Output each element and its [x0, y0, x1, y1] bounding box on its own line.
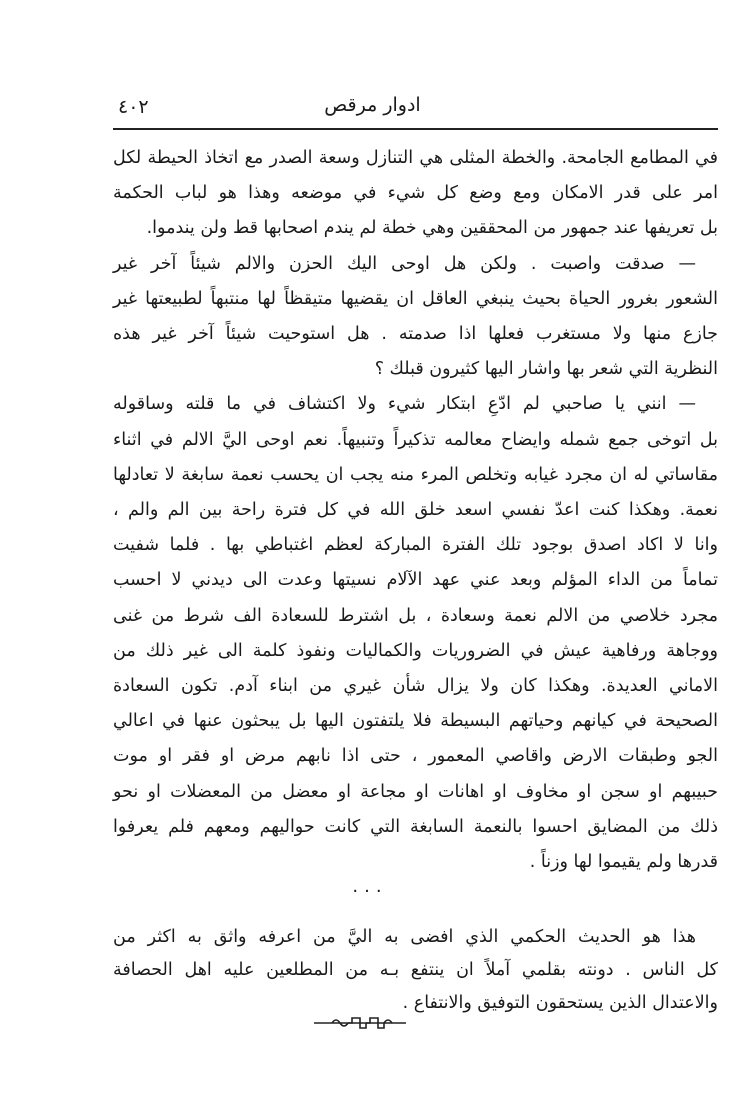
text-line: وانا لا اكاد اصدق بوجود تلك الفترة المباركة لعظم اغتباطي بها . فلما شفيت	[113, 535, 718, 556]
text-line: النظرية التي شعر بها واشار اليها كثيرون قبلك ؟	[374, 359, 718, 380]
section-separator: ...	[352, 876, 388, 897]
text-line: تماماً من الداء المؤلم وبعد عني عهد الآلام نسيتها وعدت الى ديدني لا احسب	[113, 570, 718, 591]
text-line: كل الناس . دونته بقلمي آملاً ان ينتفع بـه من المطلعين عليه اهل الحصافة	[113, 960, 718, 980]
running-title: ادوار مرقص	[324, 94, 421, 116]
page-number: ٤٠٢	[118, 96, 149, 118]
text-line: — انني يا صاحبي لم ادّعِ ابتكار شيء ولا اكتشاف في ما قلته وساقوله	[113, 394, 696, 415]
text-line: امر على قدر الامكان ومع وضع كل شيء في موضعه وهذا هو لباب الحكمة	[113, 183, 718, 204]
end-ornament-icon	[310, 1015, 410, 1031]
text-line: مقاساتي له ان مجرد غيابه وتخلص المرء منه يجب ان يحسب نعمة سابغة لا تعادلها	[113, 464, 718, 485]
text-line: هذا هو الحديث الحكمي الذي افضى به اليَّ من اعرفه واثق به اكثر من	[113, 927, 696, 947]
text-line: الصحيحة في كيانهم وحياتهم البسيطة فلا يلتفتون اليها بل يبحثون عنها في اعالي	[113, 711, 718, 732]
text-line: جازع منها ولا مستغرب فعلها اذا صدمته . هل استوحيت شيئاً آخر غير هذه	[113, 324, 718, 344]
text-line: في المطامع الجامحة. والخطة المثلى هي التنازل وسعة الصدر مع اتخاذ الحيطة لكل	[113, 148, 718, 168]
text-line: ذلك من المضايق احسوا بالنعمة السابغة التي كانت حواليهم ومعهم فلم يعرفوا	[113, 816, 718, 837]
text-line: والاعتدال الذين يستحقون التوفيق والانتفاع .	[402, 993, 718, 1013]
text-line: بل تعريفها عند جمهور من المحققين وهي خطة لم يندم اصحابها قط ولن يندموا.	[146, 218, 718, 239]
text-line: الشعور بغرور الحياة بحيث ينبغي العاقل ان يقضيها متيقظاً لها منتبهاً لطبيعتها غير	[113, 288, 718, 309]
text-line: ووجاهة ورفاهية عيش في الضروريات والكماليات ونفوذ كلمة الى غير ذلك من	[113, 640, 718, 661]
text-line: نعمة. وهكذا كنت اعدّ نفسي اسعد خلق الله في كل فترة راحة بين الم والم ،	[113, 500, 718, 520]
text-line: بل اتوخى جمع شمله وايضاح معالمه تذكيراً وتنبيهاً. نعم اوحى اليَّ الالم في اثناء	[113, 429, 718, 450]
text-line: قدرها ولم يقيموا لها وزناً .	[529, 852, 718, 872]
text-line: الاماني العديدة. وهكذا كان ولا يزال شأن غيري من ابناء آدم. تكون السعادة	[113, 676, 718, 696]
text-line: الجو وطبقات الارض واقاصي المعمور ، حتى اذا نابهم مرض او فقر او موت	[113, 746, 718, 767]
header-rule	[113, 128, 718, 130]
text-line: حبيبهم او سجن او مخاوف او اهانات او مجاعة او معضل من المعضلات او نحو	[113, 781, 718, 802]
text-line: مجرد خلاصي من الالم نعمة وسعادة ، بل اشترط للسعادة الف شرط من غنى	[113, 605, 718, 626]
text-line: — صدقت واصبت . ولكن هل اوحى اليك الحزن والالم شيئاً آخر غير	[113, 253, 696, 274]
